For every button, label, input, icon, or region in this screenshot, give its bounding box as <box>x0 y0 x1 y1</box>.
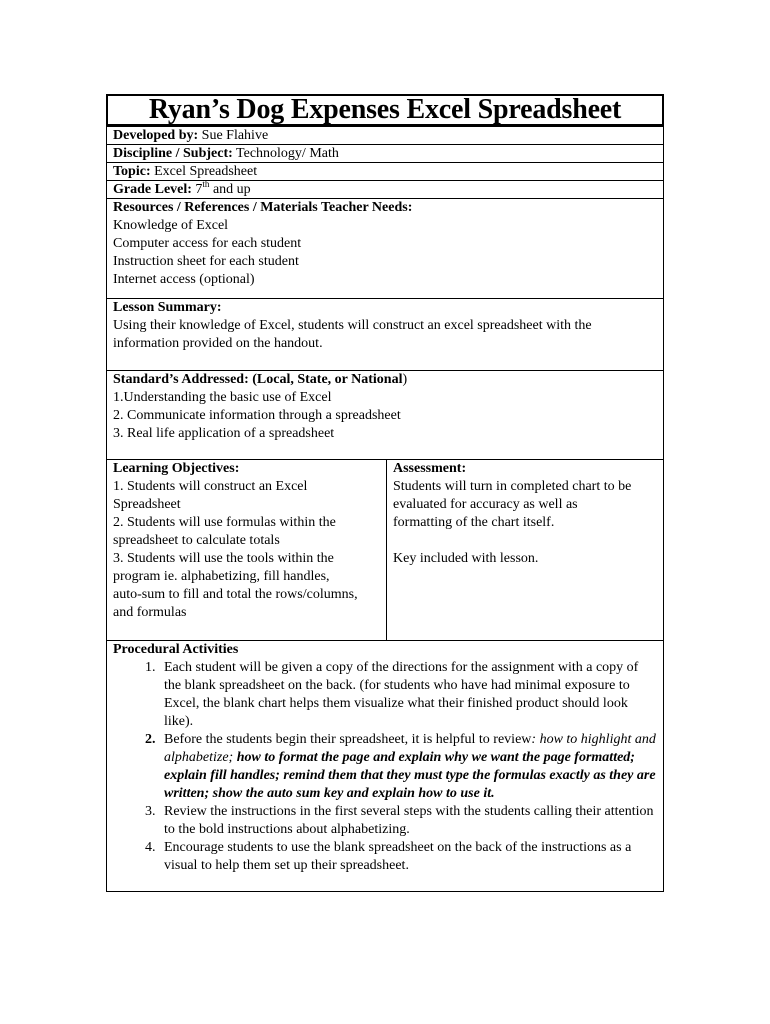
objective-line: 1. Students will construct an Excel <box>113 479 308 494</box>
grade-level-rest: and up <box>212 182 251 197</box>
objective-line: and formulas <box>113 605 187 620</box>
resource-item: Computer access for each student <box>113 236 302 251</box>
assessment-line: Students will turn in completed chart to be <box>393 479 632 494</box>
objectives-heading: Learning Objectives: <box>113 461 240 476</box>
topic-label: Topic: <box>113 164 151 179</box>
step-2-italic: : how to highlight and alphabetize <box>164 732 656 765</box>
procedural-step-3 <box>159 803 657 839</box>
resource-item: Instruction sheet for each student <box>113 254 299 269</box>
developed-by-value: Sue Flahive <box>201 128 269 143</box>
step-3-text: Review the instructions in the first several steps with the students calling their attention to the bold instructions about alphabetizing. <box>164 804 654 837</box>
discipline-row <box>107 144 663 162</box>
grade-level-label: Grade Level: <box>113 182 192 197</box>
objective-line: spreadsheet to calculate totals <box>113 533 280 548</box>
resources-heading: Resources / References / Materials Teacher Needs: <box>113 200 413 215</box>
standards-section <box>107 370 663 459</box>
developed-by-label: Developed by: <box>113 128 199 143</box>
resources-section <box>107 198 663 298</box>
assessment-cell <box>387 460 663 640</box>
standard-item: 1.Understanding the basic use of Excel <box>113 390 332 405</box>
standards-heading-close: ) <box>402 372 408 387</box>
discipline-value: Technology/ Math <box>236 146 339 161</box>
standard-item: 3. Real life application of a spreadsheet <box>113 426 335 441</box>
grade-level-suffix: th <box>202 179 210 189</box>
step-2-plain: Before the students begin their spreadsheet, it is helpful to review <box>164 732 532 747</box>
procedural-step-4 <box>159 839 657 875</box>
objective-line: auto-sum to fill and total the rows/columns, <box>113 587 358 602</box>
learning-objectives-cell <box>107 460 387 640</box>
procedural-steps <box>113 659 657 875</box>
resource-item: Internet access (optional) <box>113 272 255 287</box>
objectives-assessment-row <box>107 459 663 640</box>
grade-level-row <box>107 180 663 198</box>
summary-section <box>107 298 663 370</box>
topic-row <box>107 162 663 180</box>
resource-item: Knowledge of Excel <box>113 218 229 233</box>
title-text: Ryan’s Dog Expenses Excel Spreadsheet <box>148 94 622 125</box>
step-1-text: Each student will be given a copy of the directions for the assignment with a copy of the blank spreadsheet on the back. (for students who have had minimal exposure to Excel, the blank chart helps them visualize what their finished product should look like). <box>164 660 639 729</box>
assessment-line: evaluated for accuracy as well as <box>393 497 578 512</box>
topic-value: Excel Spreadsheet <box>154 164 258 179</box>
objective-line: 2. Students will use formulas within the <box>113 515 336 530</box>
discipline-label: Discipline / Subject: <box>113 146 233 161</box>
step-4-text: Encourage students to use the blank spreadsheet on the back of the instructions as a visual to help them set up their spreadsheet. <box>164 840 632 873</box>
assessment-line: formatting of the chart itself. <box>393 515 555 530</box>
lesson-table <box>106 126 664 892</box>
step-2-bold: how to format the page and explain why we want the page formatted; explain fill handles; remind them that they must type the formulas exactly as they are written; show the auto sum key and explain how to use it. <box>164 750 656 801</box>
lesson-plan <box>106 94 664 892</box>
standards-heading-bold: Standard’s Addressed: (Local, State, or National <box>113 372 403 387</box>
procedural-step-2 <box>159 731 657 803</box>
procedural-heading: Procedural Activities <box>113 642 239 657</box>
summary-line: Using their knowledge of Excel, students will construct an excel spreadsheet with the <box>113 318 592 333</box>
standards-heading <box>113 371 657 389</box>
summary-heading: Lesson Summary: <box>113 300 222 315</box>
objective-line: 3. Students will use the tools within the <box>113 551 334 566</box>
objective-line: program ie. alphabetizing, fill handles, <box>113 569 330 584</box>
standard-item: 2. Communicate information through a spreadsheet <box>113 408 401 423</box>
summary-line: information provided on the handout. <box>113 336 323 351</box>
developed-by-row <box>107 126 663 144</box>
procedural-step-1 <box>159 659 657 731</box>
assessment-heading: Assessment: <box>393 461 467 476</box>
assessment-key-note: Key included with lesson. <box>393 551 539 566</box>
grade-level-number: 7 <box>195 182 203 197</box>
procedural-section <box>107 640 663 891</box>
objective-line: Spreadsheet <box>113 497 181 512</box>
step-2-separator: ; <box>228 750 234 765</box>
document-title <box>106 94 664 126</box>
